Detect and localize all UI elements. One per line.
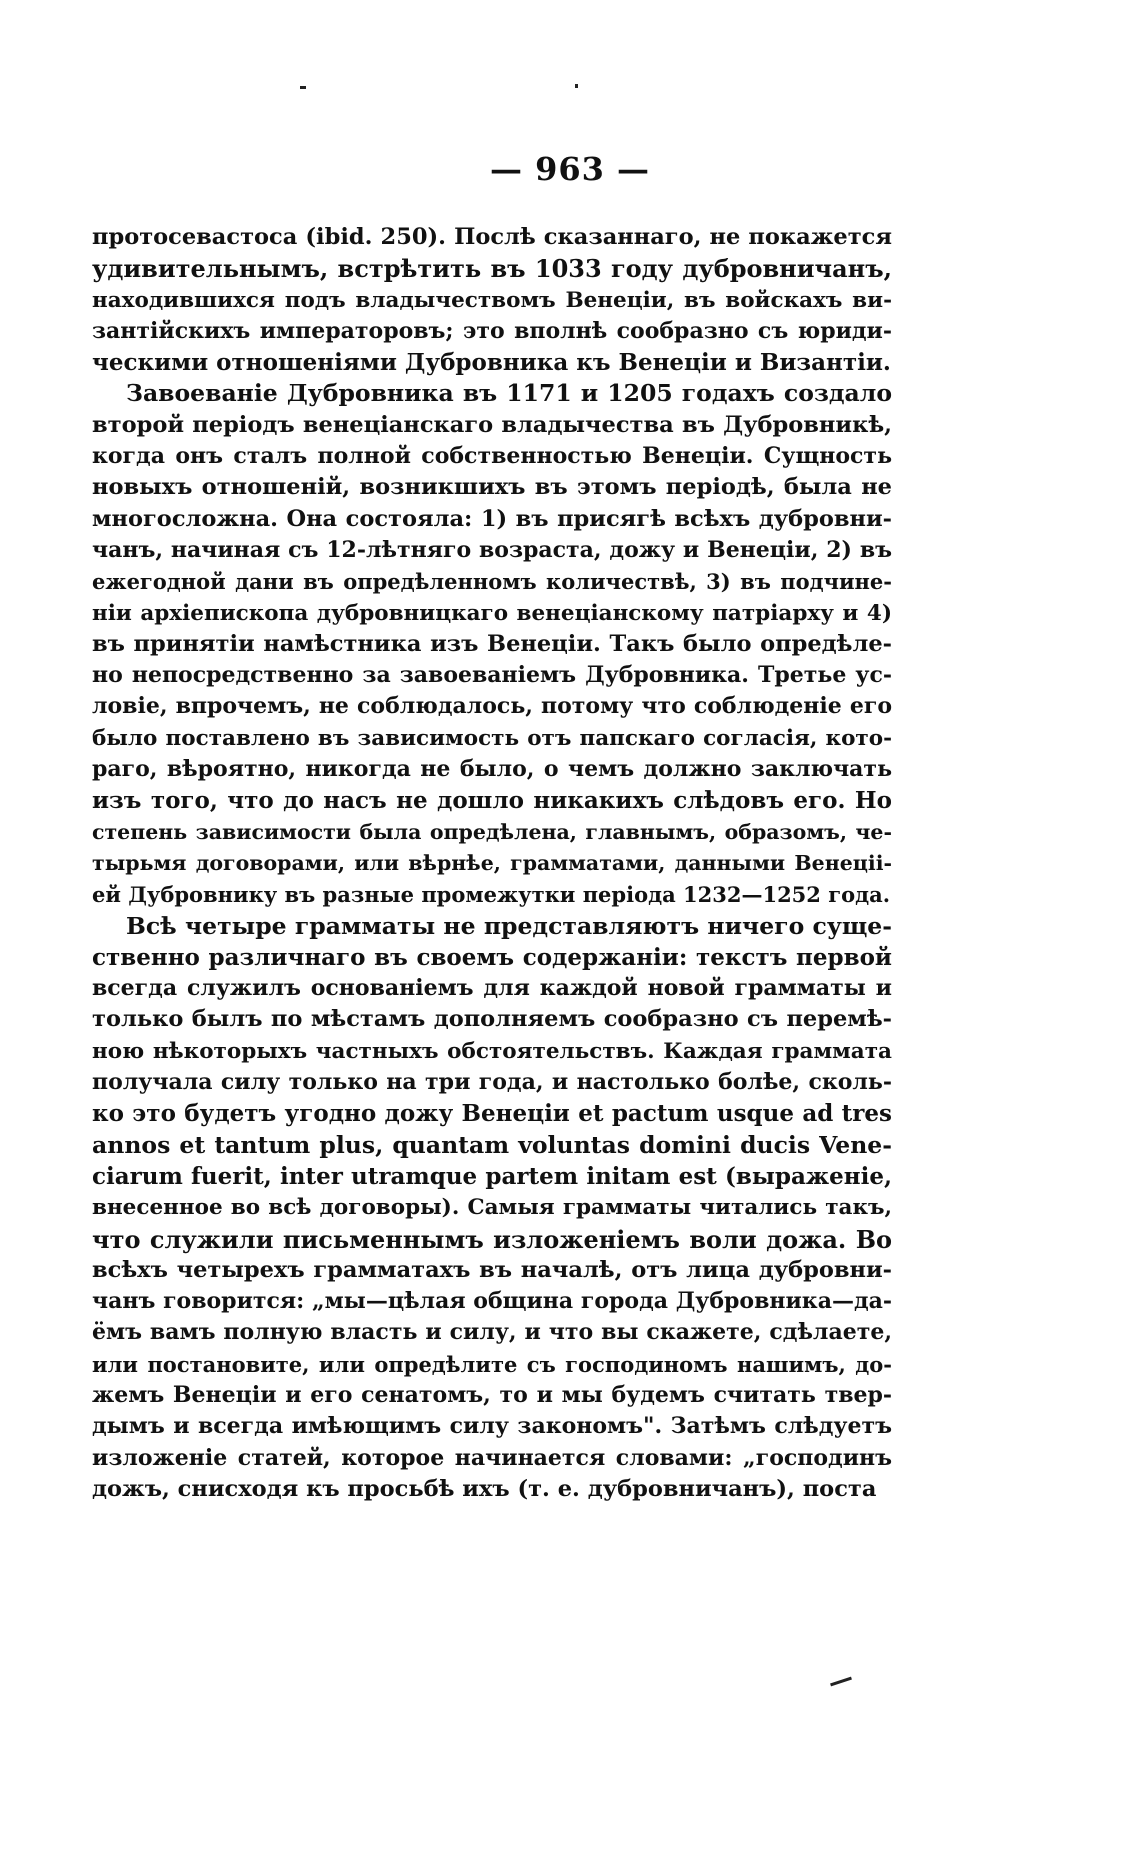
text-line: ко это будетъ угодно дожу Венеціи et pactum usque ad tres (92, 1100, 892, 1128)
text-line: Завоеваніе Дубровника въ 1171 и 1205 годахъ создало (126, 379, 892, 408)
text-line: Всѣ четыре грамматы не представляютъ ничего суще- (126, 911, 892, 940)
text-line: всегда служилъ основаніемъ для каждой новой грамматы и (92, 975, 892, 1002)
text-line: ніи архіепископа дубровницкаго венеціанскому патріарху и 4) (92, 600, 892, 626)
text-line: всѣхъ четырехъ грамматахъ въ началѣ, отъ лица дубровни- (92, 1256, 892, 1283)
text-line: дожъ, снисходя къ просьбѣ ихъ (т. е. дубровничанъ), поста (92, 1475, 877, 1502)
text-line: было поставлено въ зависимость отъ папскаго согласія, кото- (92, 725, 892, 751)
text-line: степень зависимости была опредѣлена, главнымъ, образомъ, че- (92, 819, 892, 844)
text-line: новыхъ отношеній, возникшихъ въ этомъ періодѣ, была не (92, 474, 892, 501)
text-line: жемъ Венеціи и его сенатомъ, то и мы будемъ считать твер- (92, 1381, 892, 1408)
text-line: тырьмя договорами, или вѣрнѣе, грамматами, данными Венеціі- (92, 850, 892, 875)
text-line: только былъ по мѣстамъ дополняемъ сообразно съ перемѣ- (92, 1006, 892, 1033)
text-line: получала силу только на три года, и настолько болѣе, сколь- (92, 1069, 892, 1096)
text-line: ческими отношеніями Дубровника къ Венеціи и Византіи. (92, 349, 891, 377)
text-line: или постановите, или опредѣлите съ господиномъ нашимъ, до- (92, 1351, 892, 1377)
text-line: удивительнымъ, встрѣтить въ 1033 году дубровничанъ, (92, 254, 892, 284)
text-line: чанъ, начиная съ 12-лѣтняго возраста, дожу и Венеціи, 2) въ (92, 536, 892, 563)
text-line: ственно различнаго въ своемъ содержаніи: текстъ первой (92, 943, 892, 971)
text-line: въ принятіи намѣстника изъ Венеціи. Такъ было опредѣле- (92, 630, 892, 657)
scan-speck (300, 86, 306, 89)
body-text (92, 222, 892, 1505)
text-line: ёмъ вамъ полную власть и силу, и что вы скажете, сдѣлаете, (92, 1319, 892, 1346)
text-line: изъ того, что до насъ не дошло никакихъ слѣдовъ его. Но (92, 787, 892, 815)
text-line: зантійскихъ императоровъ; это вполнѣ сообразно съ юриди- (92, 317, 892, 344)
scan-speck (830, 1677, 852, 1687)
text-line: ловіе, впрочемъ, не соблюдалось, потому что соблюденіе его (92, 693, 892, 720)
text-line: но непосредственно за завоеваніемъ Дубровника. Третье ус- (92, 662, 892, 689)
text-line: многосложна. Она состояла: 1) въ присягѣ всѣхъ дубровни- (92, 505, 892, 532)
text-line: находившихся подъ владычествомъ Венеціи, въ войскахъ ви- (92, 287, 892, 313)
text-line: протосевастоса (ibid. 250). Послѣ сказаннаго, не покажется (92, 224, 892, 250)
text-line: когда онъ сталъ полной собственностью Венеціи. Сущность (92, 443, 892, 470)
text-line: второй періодъ венеціанскаго владычества въ Дубровникѣ, (92, 411, 892, 438)
text-line: ей Дубровнику въ разные промежутки періода 1232—1252 года. (92, 882, 890, 908)
text-line: ною нѣкоторыхъ частныхъ обстоятельствъ. Каждая грамматa (92, 1038, 892, 1064)
text-line: чанъ говорится: „мы—цѣлая община города Дубровника—да- (92, 1288, 892, 1315)
text-line: что служили письменнымъ изложеніемъ воли дожа. Во (92, 1224, 892, 1254)
text-line: раго, вѣроятно, никогда не было, о чемъ должно заключать (92, 756, 892, 783)
text-line: ежегодной дани въ опредѣленномъ количествѣ, 3) въ подчине- (92, 569, 892, 595)
text-line: внесенное во всѣ договоры). Самыя грамматы читались такъ, (92, 1195, 892, 1221)
scan-speck (575, 84, 578, 88)
text-line: изложеніе статей, которое начинается словами: „господинъ (92, 1444, 892, 1471)
text-line: annos et tantum plus, quantam voluntas domini ducis Vene- (92, 1130, 892, 1159)
text-line: дымъ и всегда имѣющимъ силу закономъ". Затѣмъ слѣдуетъ (92, 1413, 892, 1440)
page-number: — 963 — (489, 150, 651, 188)
text-line: ciarum fuerit, inter utramque partem initam est (выраженіе, (92, 1162, 892, 1190)
